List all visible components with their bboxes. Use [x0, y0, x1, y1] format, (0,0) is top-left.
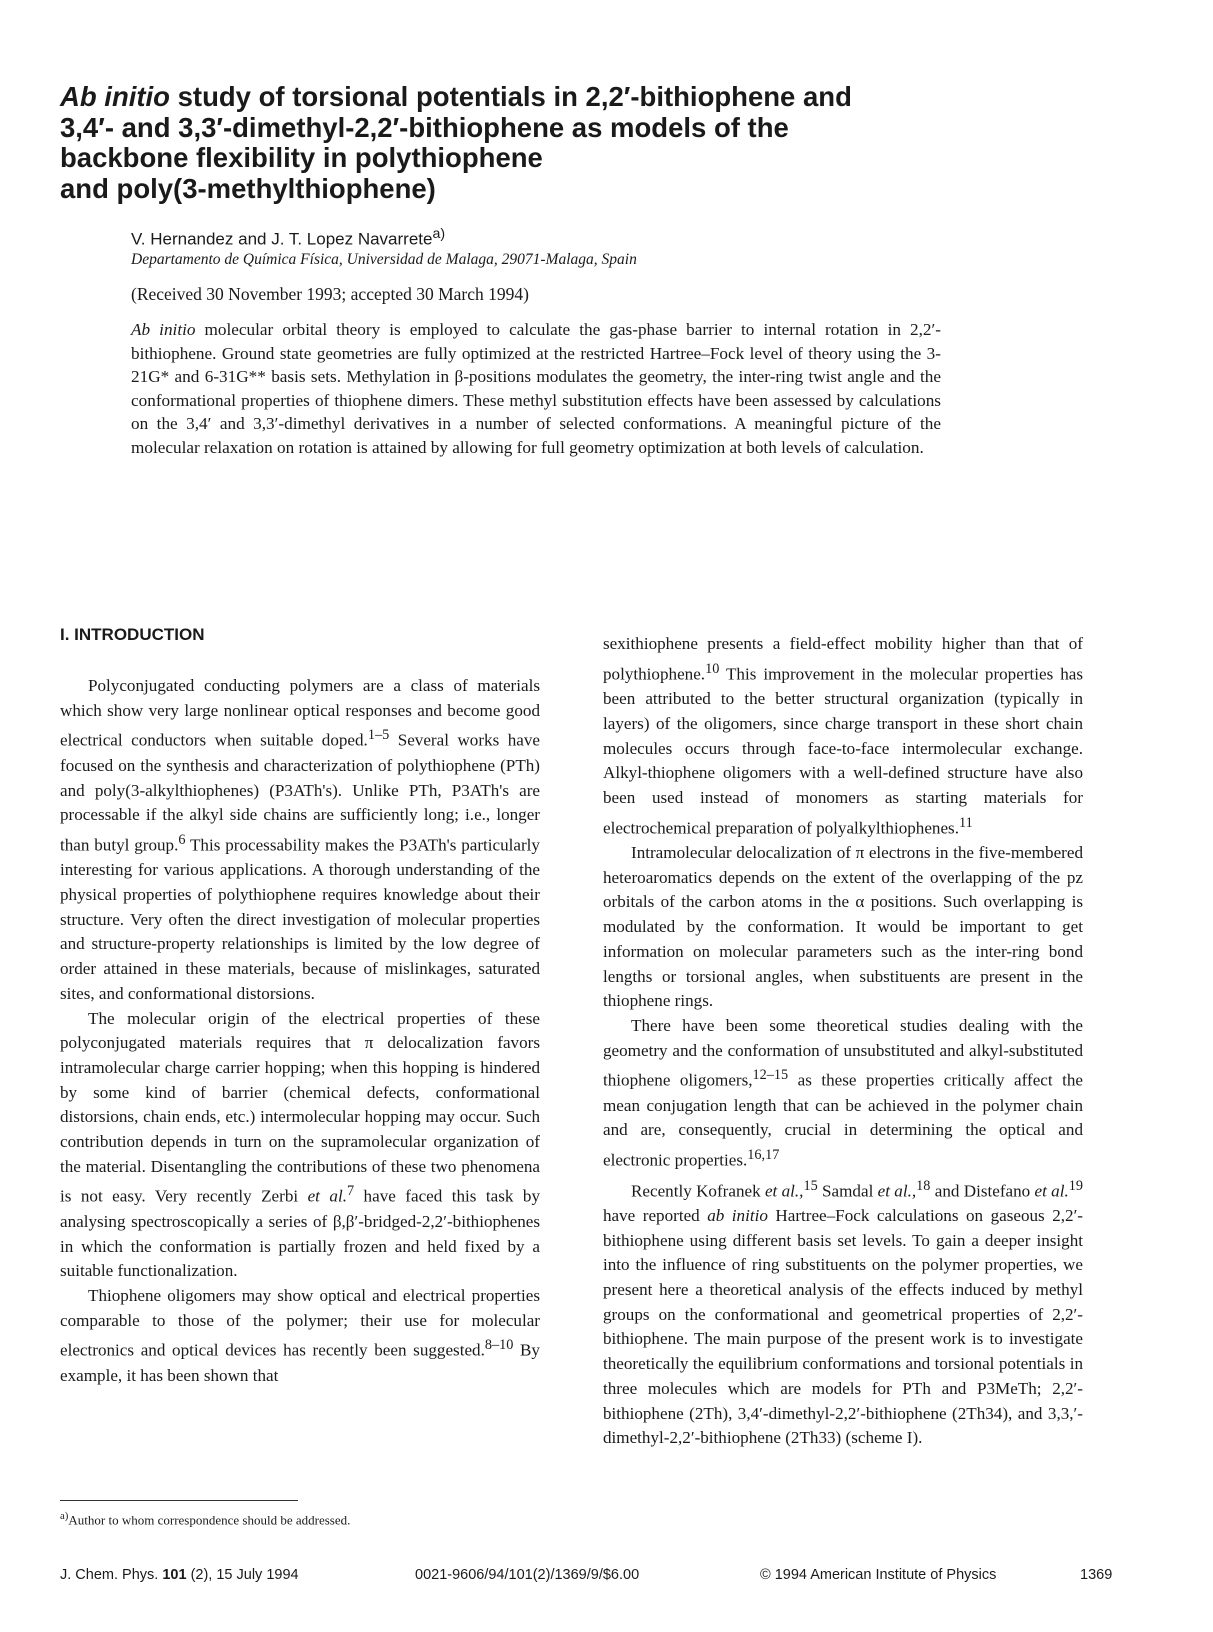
authors [131, 226, 445, 250]
citation: 1–5 [367, 727, 390, 744]
left-column [60, 674, 540, 1388]
title-line4: and poly(3-methylthiophene) [60, 172, 436, 204]
title-line1: study of torsional potentials in 2,2′-bithiophene and [169, 81, 852, 112]
citation: 10 [705, 660, 720, 677]
text-run: The molecular origin of the electrical properties of these polyconjugated materials requires that π delocalization favors intramolecular charge carrier hopping; when this hopping is hindered by some kind of barrier (chemical defects, conformational distorsions, chain ends, etc.) intermolecular hopping may occur. Such contribution depends in turn on the supramolecular organization of the material. Disentangling the contributions of these two phenomena is not easy. Very recently Zerbi [60, 1008, 540, 1207]
paragraph [603, 1174, 1083, 1451]
citation: 19 [1068, 1177, 1083, 1194]
footnote-text: Author to whom correspondence should be addressed. [68, 1512, 351, 1528]
author-footnote-mark: a) [432, 226, 446, 242]
text-italic: et al., [764, 1181, 804, 1201]
citation: 6 [178, 831, 186, 848]
citation: 7 [346, 1183, 355, 1200]
paragraph [60, 1284, 540, 1389]
text-run: as these properties critically affect the mean conjugation length that can be achieved in the polymer chain and are, consequently, crucial in determining the optical and electronic properties. [603, 1071, 1083, 1170]
citation: 8–10 [484, 1337, 514, 1354]
abstract [131, 318, 941, 460]
text-italic: et al., [877, 1181, 917, 1201]
text-italic: et al. [307, 1187, 347, 1207]
text-italic: et al. [1034, 1181, 1069, 1201]
footer-code: 0021-9606/94/101(2)/1369/9/$6.00 [415, 1567, 640, 1583]
author-names: V. Hernandez and J. T. Lopez Navarrete [131, 229, 433, 249]
journal-name: J. Chem. Phys. [60, 1567, 163, 1583]
received-dates: (Received 30 November 1993; accepted 30 March 1994) [131, 284, 529, 304]
text-run: sexithiophene presents a field-effect mobility higher than that of polythiophene. [603, 634, 1083, 684]
journal-volume: 101 [162, 1567, 187, 1583]
text-run: Hartree–Fock calculations on gaseous 2,2′-bithiophene using different basis set levels. To gain a deeper insight into the influence of ring substituents on the polymer properties, we present here a theoretical analysis of the effects induced by methyl groups on the conformational and geometrical properties of 2,2′-bithiophene. The main purpose of the present work is to investigate theoretically the equilibrium conformations and torsional potentials in three molecules which are models for PTh and P3MeTh; 2,2′-bithiophene (2Th), 3,4′-dimethyl-2,2′-bithiophene (2Th34), and 3,3,′-dimethyl-2,2′-bithiophene (2Th33) (scheme I). [603, 1205, 1084, 1448]
text-run: Polyconjugated conducting polymers are a class of materials which show very large nonlinear optical responses and become good electrical conductors when suitable doped. [60, 676, 540, 751]
paragraph [60, 1007, 540, 1284]
abstract-text: molecular orbital theory is employed to calculate the gas-phase barrier to internal rotation in 2,2′-bithiophene. Ground state geometries are fully optimized at the restricted Hartree–Fock level of theory using the 3-21G* and 6-31G** basis sets. Methylation in β-positions modulates the geometry, the inter-ring twist angle and the conformational properties of thiophene dimers. These methyl substitution effects have been assessed by calculations on the 3,4′ and 3,3′-dimethyl derivatives in a number of selected conformations. A meaningful picture of the molecular relaxation on rotation is attained by allowing for full geometry optimization at both levels of calculation. [131, 320, 941, 457]
footnote [60, 1510, 350, 1528]
text-run: Samdal [817, 1181, 878, 1201]
paragraph: Intramolecular delocalization of π electrons in the five-membered heteroaromatics depends on the extent of the overlapping of the pz orbitals of the carbon atoms in the α positions. Such overlapping is modulated by the conformation. It would be important to get information on molecular parameters such as the inter-ring bond lengths or torsional angles, when substituents are present in the thiophene rings. [603, 843, 1083, 1011]
text-run: This improvement in the molecular properties has been attributed to the better structural organization (typically in layers) of the oligomers, since charge transport in these short chain molecules occurs through face-to-face intermolecular exchange. Alkyl-thiophene oligomers with a well-defined structure have also been used instead of monomers as starting materials for electrochemical preparation of polyalkylthiophenes. [603, 664, 1083, 838]
citation: 18 [916, 1177, 931, 1194]
text-run: have reported [603, 1205, 708, 1225]
text-run: This processability makes the P3ATh's particularly interesting for various applications. A thorough understanding of the physical properties of polythiophene requires knowledge about their structure. Very often the direct investigation of molecular properties and structure-property relationships is limited by the low degree of order attained in these materials, because of mislinkages, saturated sites, and conformational distorsions. [60, 835, 540, 1003]
text-run: Several works have focused on the synthesis and characterization of polythiophene (PTh) and poly(3-alkylthiophenes) (P3ATh's). Unlike PTh, P3ATh's are processable if the alkyl side chains are sufficiently long; i.e., longer than butyl group. [60, 731, 540, 855]
title-line2: 3,4′- and 3,3′-dimethyl-2,2′-bithiophene as models of the [60, 111, 789, 143]
paragraph [60, 674, 540, 1007]
text-run: Thiophene oligomers may show optical and electrical properties comparable to those of the polymer; their use for molecular electronics and optical devices has recently been suggested. [60, 1285, 540, 1361]
journal-issue: (2), 15 July 1994 [186, 1567, 299, 1583]
affiliation: Departamento de Química Física, Universidad de Malaga, 29071-Malaga, Spain [131, 251, 637, 268]
citation: 12–15 [752, 1067, 789, 1084]
text-run: Recently Kofranek [631, 1181, 765, 1201]
citation: 11 [958, 814, 973, 831]
footnote-mark: a) [60, 1510, 69, 1522]
citation: 16,17 [747, 1147, 780, 1164]
section-heading: I. INTRODUCTION [60, 625, 205, 644]
text-run: There have been some theoretical studies dealing with the geometry and the conformation of unsubstituted and alkyl-substituted thiophene oligomers, [603, 1015, 1083, 1091]
text-run: By example, it has been shown that [60, 1341, 540, 1385]
footer-journal [60, 1567, 299, 1583]
paragraph [603, 632, 1083, 841]
right-column [603, 632, 1083, 1451]
text-italic: ab initio [707, 1205, 768, 1225]
paragraph [603, 1014, 1083, 1174]
title-line3: backbone flexibility in polythiophene [60, 142, 543, 173]
footer-copyright: © 1994 American Institute of Physics [760, 1567, 997, 1583]
text-run: have faced this task by analysing spectroscopically a series of β,β′-bridged-2,2′-bithiophenes in which the conformation is partially frozen and held fixed by a suitable functionalization. [60, 1187, 540, 1281]
article-title [60, 82, 940, 204]
text-run: and Distefano [930, 1181, 1035, 1201]
footnote-divider [60, 1500, 298, 1501]
abstract-lead: Ab initio [131, 320, 196, 339]
title-italic: Ab initio [60, 81, 170, 112]
citation: 15 [803, 1177, 818, 1194]
page-number: 1369 [1080, 1567, 1113, 1583]
